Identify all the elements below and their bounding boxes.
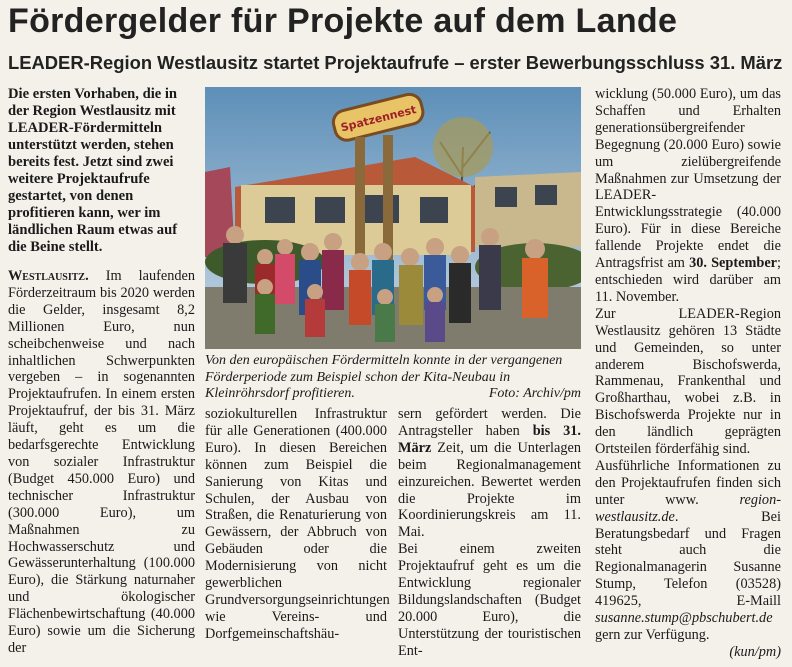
body-text: soziokulturellen Infrastruktur für alle Generationen (400.000 Euro). In diesen Bereichen können zum Beispiel die Sanierung von Kitas und Schulen, der Ausbau von Straßen, die Renaturierung von Gewässern, der Abbruch von Gebäuden oder die Modernisierung von nicht gewerblichen Grundversorgungseinrichtungen wie Vereins- und Dorfgemeinschaftshäu- xyxy=(205,406,390,642)
website-link: region-westlausitz.de xyxy=(595,491,781,525)
body-text: Bei einem zweiten Projektaufruf geht es um die Entwicklung regionaler Bildungslandschaften (Budget 20.000 Euro), die Unterstützung der touristischen Ent- xyxy=(398,541,581,659)
photo-credit: Foto: Archiv/pm xyxy=(488,386,581,401)
body-text: ; entschieden wird darüber am 11. November. xyxy=(595,255,781,305)
body-text: Im laufenden Förderzeitraum bis 2020 werden die Gelder, insgesamt 8,2 Millionen Euro, nun scheibchenweise und nach inhaltlichen Schwerpunkten vergeben – in sogenannten Projektaufrufen. In einem ersten Projektaufruf, der bis 31. März läuft, geht es um die bedarfsgerechte Entwicklung von sozialer Infrastruktur (Budget 450.000 Euro) und technischer Infrastruktur (300.000 Euro), um Maßnahmen zu Hochwasserschutz und Gewässerunterhaltung (100.000 Euro), die Stärkung naturnaher und ökologischer Flächenbewirtschaftung (40.000 Euro) sowie um die Sicherung der xyxy=(8,268,195,656)
body-column-4 xyxy=(595,86,781,661)
dateline: Westlausitz. xyxy=(8,268,89,284)
kita-sign: Spatzennest xyxy=(339,103,418,135)
deadline-first: bis 31. März xyxy=(398,422,582,456)
body-text: sern gefördert werden. Die Antragsteller haben xyxy=(398,406,581,439)
kindergarten-photo xyxy=(205,87,581,349)
email-address: susanne.stump@pbschubert.de xyxy=(595,610,773,627)
subheadline: LEADER-Region Westlausitz startet Projektaufrufe – erster Bewerbungsschluss 31. März xyxy=(8,52,783,73)
author-signature: (kun/pm) xyxy=(729,643,781,660)
body-text: Zeit, um die Unterlagen beim Regionalmanagement einzureichen. Bewertet werden die Projekte im Koordinierungskreis am 11. Mai. xyxy=(398,439,581,541)
body-column-2 xyxy=(205,406,390,643)
body-column-1 xyxy=(8,268,195,657)
body-text: . Bei Beratungsbedarf und Fragen steht auch die Regionalmanagerin Susanne Stump, Telefon (03528) 419625, E-Maill xyxy=(595,508,781,610)
caption-text: Von den europäischen Fördermitteln konnte in der vergangenen Förderperiode zum Beispiel schon der Kita-Neubau in Kleinröhrsdorf profitieren. xyxy=(205,353,563,401)
body-text: wicklung (50.000 Euro), um das Schaffen und Erhalten generationsübergreifender Begegnung (20.000 Euro) sowie um zielübergreifende Maßnahmen zur Umsetzung der LEADER-Entwicklungsstrategie (40.000 Euro). Für in diese Bereiche fallende Projekte endet die Antragsfrist am xyxy=(595,86,781,272)
body-text: Ausführliche Informationen zu den Projektaufrufen finden sich unter www. xyxy=(595,457,781,508)
article-photo xyxy=(205,87,581,349)
lead-paragraph: Die ersten Vorhaben, die in der Region Westlausitz mit LEADER-Fördermitteln unterstützt werden, stehen bereits fest. Jetzt sind zwei weitere Projektaufrufe gestartet, von denen profitieren kann, wer im ländlichen Raum etwas auf die Beine stellt. xyxy=(8,86,178,255)
deadline-second: 30. September xyxy=(689,255,778,272)
body-text: gern zur Verfügung. xyxy=(595,627,710,643)
photo-caption xyxy=(205,353,581,403)
body-column-3 xyxy=(398,406,581,660)
headline: Fördergelder für Projekte auf dem Lande xyxy=(8,2,678,40)
body-text: Zur LEADER-Region Westlausitz gehören 13 Städte und Gemeinden, so unter anderem Bischofswerda, Rammenau, Frankenthal und Großharthau, wobei z.B. in Bischofswerda Projekte nur in den ländlich geprägten Ortsteilen förderfähig sind. xyxy=(595,305,781,458)
